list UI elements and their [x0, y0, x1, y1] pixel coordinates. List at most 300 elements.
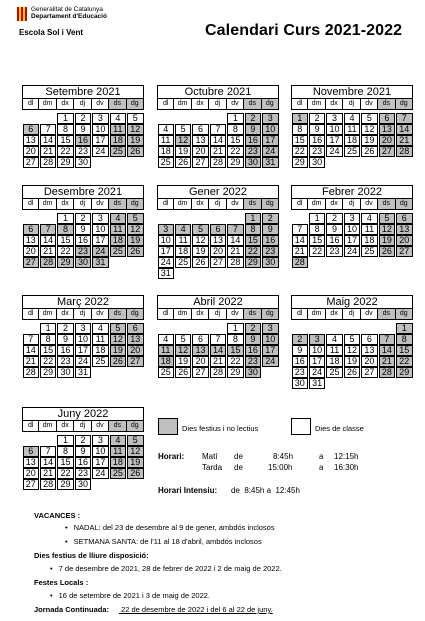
day-cell: 25 [92, 356, 108, 367]
weekday-label: dj [209, 99, 226, 110]
empty-cell [209, 323, 226, 334]
weekday-header [22, 309, 144, 320]
weekday-label: ds [378, 199, 395, 210]
day-cell: 2 [75, 113, 91, 124]
day-cell-holiday: 23 [245, 146, 261, 157]
day-cell: 20 [361, 356, 377, 367]
weekday-label: dx [57, 99, 74, 110]
day-cell: 28 [23, 367, 39, 378]
day-cell-holiday: 28 [292, 257, 308, 268]
day-cell: 26 [175, 157, 191, 168]
weekday-label: dj [209, 199, 226, 210]
empty-cell [326, 323, 343, 334]
day-grid [291, 323, 413, 389]
day-grid [157, 323, 279, 378]
weekday-label: dl [22, 309, 39, 320]
day-cell: 18 [344, 135, 360, 146]
day-cell-holiday: 14 [396, 124, 412, 135]
weekday-label: ds [109, 199, 126, 210]
mati-a: a [319, 452, 324, 461]
day-cell-holiday: 25 [110, 468, 126, 479]
weekday-label: dv [361, 199, 378, 210]
day-cell: 9 [326, 224, 342, 235]
day-cell: 18 [175, 246, 191, 257]
day-cell: 12 [361, 124, 377, 135]
day-cell: 17 [75, 345, 91, 356]
vacances-setmana-santa: • SETMANA SANTA: de l'11 al 18 d'abril, ambdós inclosos [65, 537, 262, 546]
month-calendar [157, 295, 279, 378]
day-cell: 26 [344, 367, 360, 378]
day-cell: 15 [292, 135, 308, 146]
day-cell: 4 [361, 213, 377, 224]
weekday-label: dg [127, 99, 144, 110]
day-cell: 21 [23, 356, 39, 367]
month-calendar [157, 85, 279, 168]
day-cell: 5 [127, 113, 143, 124]
day-cell: 7 [23, 334, 39, 345]
weekday-label: dv [92, 99, 109, 110]
weekday-label: dv [227, 309, 244, 320]
day-cell: 22 [40, 356, 56, 367]
weekday-label: ds [109, 309, 126, 320]
day-cell: 25 [361, 246, 377, 257]
day-cell: 15 [227, 135, 243, 146]
lliure-title: Dies festius de lliure disposició: [34, 551, 149, 560]
day-cell-holiday: 5 [379, 213, 395, 224]
weekday-label: dg [262, 309, 279, 320]
lliure-days: • 7 de desembre de 2021, 28 de febrer de 2022 i 2 de maig de 2022. [50, 564, 282, 573]
day-cell-holiday: 26 [127, 468, 143, 479]
day-cell: 5 [175, 334, 191, 345]
weekday-label: dj [209, 309, 226, 320]
day-cell: 20 [23, 246, 39, 257]
weekday-label: dl [157, 309, 174, 320]
day-cell: 1 [57, 213, 73, 224]
empty-cell [22, 213, 39, 224]
empty-cell [308, 323, 325, 334]
day-cell-holiday: 15 [245, 235, 261, 246]
day-cell-holiday: 11 [110, 224, 126, 235]
day-cell-holiday: 12 [110, 334, 126, 345]
weekday-label: ds [109, 99, 126, 110]
day-cell: 10 [344, 224, 360, 235]
weekday-label: dm [174, 199, 191, 210]
weekday-label: dm [308, 309, 325, 320]
day-cell-holiday: 16 [262, 235, 278, 246]
day-cell-holiday: 19 [127, 135, 143, 146]
empty-cell [22, 435, 39, 446]
day-cell-holiday: 23 [245, 356, 261, 367]
weekday-label: ds [378, 99, 395, 110]
weekday-label: dg [127, 421, 144, 432]
day-cell: 19 [344, 356, 360, 367]
month-calendar [22, 185, 144, 268]
day-cell: 13 [192, 135, 208, 146]
weekday-label: dg [396, 99, 413, 110]
day-cell-holiday: 16 [245, 345, 261, 356]
day-cell: 13 [23, 235, 39, 246]
day-cell-holiday: 17 [262, 135, 278, 146]
day-cell-holiday: 27 [379, 146, 395, 157]
day-cell: 3 [344, 213, 360, 224]
weekday-header [291, 309, 413, 320]
day-cell: 28 [210, 367, 226, 378]
day-cell-holiday: 27 [23, 257, 39, 268]
day-cell: 29 [40, 367, 56, 378]
day-cell: 14 [23, 345, 39, 356]
empty-cell [192, 323, 209, 334]
day-cell: 1 [57, 435, 73, 446]
weekday-header [157, 99, 279, 110]
day-cell: 16 [292, 356, 308, 367]
day-cell-holiday: 25 [110, 246, 126, 257]
month-title: Maig 2022 [291, 295, 413, 309]
weekday-label: dm [39, 421, 56, 432]
day-cell: 30 [309, 157, 325, 168]
day-grid [291, 113, 413, 168]
weekday-label: dx [326, 199, 343, 210]
day-cell: 22 [309, 246, 325, 257]
weekday-label: dg [262, 199, 279, 210]
weekday-label: dg [396, 309, 413, 320]
day-cell-holiday: 20 [379, 135, 395, 146]
day-cell: 25 [158, 367, 174, 378]
weekday-label: dj [343, 309, 360, 320]
day-cell-holiday: 20 [396, 235, 412, 246]
day-cell: 30 [75, 479, 91, 490]
day-cell: 4 [158, 124, 174, 135]
day-cell: 11 [344, 124, 360, 135]
day-grid [291, 213, 413, 268]
weekday-label: dx [192, 99, 209, 110]
day-cell-holiday: 26 [379, 246, 395, 257]
day-cell-holiday: 18 [110, 235, 126, 246]
day-cell-holiday: 26 [127, 146, 143, 157]
empty-cell [174, 113, 191, 124]
day-cell: 17 [92, 235, 108, 246]
logo-line-1: Generalitat de Catalunya [31, 6, 103, 13]
day-cell: 6 [192, 124, 208, 135]
day-cell: 17 [326, 135, 342, 146]
day-cell: 1 [227, 113, 243, 124]
day-cell: 2 [75, 435, 91, 446]
day-cell: 23 [326, 246, 342, 257]
weekday-label: dv [361, 99, 378, 110]
day-cell: 22 [227, 356, 243, 367]
vacances-nadal: • NADAL: del 23 de desembre al 9 de gener, ambdós inclosos [65, 523, 275, 532]
day-cell-holiday: 1 [396, 323, 412, 334]
day-cell: 25 [326, 367, 342, 378]
day-cell: 7 [210, 334, 226, 345]
day-cell: 17 [92, 457, 108, 468]
day-cell-holiday: 10 [262, 124, 278, 135]
legend-class-label: Dies de classe [315, 424, 364, 433]
day-cell-holiday: 3 [158, 224, 174, 235]
day-grid [157, 213, 279, 279]
day-cell-holiday: 24 [262, 146, 278, 157]
day-cell: 25 [158, 157, 174, 168]
day-cell-holiday: 22 [245, 246, 261, 257]
empty-cell [343, 323, 360, 334]
jornada-days: 22 de desembre de 2022 i del 6 al 22 de juny. [119, 605, 273, 614]
day-cell: 10 [309, 345, 325, 356]
weekday-label: dx [57, 309, 74, 320]
day-cell-holiday: 9 [245, 124, 261, 135]
day-cell-holiday: 7 [396, 113, 412, 124]
weekday-header [157, 199, 279, 210]
month-calendar [22, 295, 144, 378]
day-cell: 7 [210, 124, 226, 135]
weekday-label: dv [361, 309, 378, 320]
tarda-a: a [319, 463, 324, 472]
day-cell: 24 [344, 246, 360, 257]
tarda-label: Tarda [202, 463, 223, 472]
day-cell: 5 [361, 113, 377, 124]
weekday-label: dm [39, 199, 56, 210]
legend-holiday-label: Dies festius i no lectius [182, 424, 259, 433]
empty-cell [157, 113, 174, 124]
day-cell-holiday: 11 [158, 345, 174, 356]
day-cell: 16 [75, 235, 91, 246]
day-cell-holiday: 24 [262, 356, 278, 367]
day-cell: 3 [75, 323, 91, 334]
day-cell: 9 [309, 124, 325, 135]
day-cell-holiday: 4 [110, 213, 126, 224]
day-cell-holiday: 2 [245, 113, 261, 124]
empty-cell [39, 113, 56, 124]
day-cell-holiday: 19 [379, 235, 395, 246]
day-cell-holiday: 21 [396, 135, 412, 146]
day-cell: 17 [92, 135, 108, 146]
day-cell-holiday: 23 [75, 246, 91, 257]
day-cell: 4 [92, 323, 108, 334]
day-cell: 15 [57, 135, 73, 146]
month-calendar [291, 295, 413, 389]
day-cell-holiday: 10 [262, 334, 278, 345]
day-cell: 27 [23, 157, 39, 168]
day-cell: 25 [175, 257, 191, 268]
day-cell-holiday: 30 [262, 257, 278, 268]
day-cell: 28 [40, 479, 56, 490]
day-cell: 22 [57, 246, 73, 257]
day-cell: 19 [192, 246, 208, 257]
day-cell: 10 [92, 124, 108, 135]
day-cell: 2 [326, 213, 342, 224]
day-grid [157, 113, 279, 168]
day-cell-holiday: 9 [245, 334, 261, 345]
page-title: Calendari Curs 2021-2022 [205, 22, 403, 39]
day-cell: 14 [210, 135, 226, 146]
day-cell-holiday: 19 [110, 345, 126, 356]
mati-de: de [234, 452, 243, 461]
catalonia-flag-icon [17, 7, 27, 21]
day-cell: 27 [192, 157, 208, 168]
day-cell-holiday: 16 [75, 135, 91, 146]
day-cell: 24 [326, 146, 342, 157]
day-cell: 4 [158, 334, 174, 345]
day-cell: 8 [57, 446, 73, 457]
day-cell: 23 [309, 146, 325, 157]
month-title: Desembre 2021 [22, 185, 144, 199]
locals-title: Festes Locals : [34, 578, 89, 587]
weekday-label: ds [378, 309, 395, 320]
day-cell: 9 [57, 334, 73, 345]
day-cell-holiday: 6 [210, 224, 226, 235]
day-cell: 14 [40, 457, 56, 468]
weekday-header [22, 421, 144, 432]
day-cell: 21 [40, 468, 56, 479]
day-cell: 14 [40, 235, 56, 246]
day-cell-holiday: 13 [127, 334, 143, 345]
day-cell-holiday: 29 [57, 257, 73, 268]
day-cell-holiday: 12 [379, 224, 395, 235]
day-cell: 10 [92, 446, 108, 457]
day-cell: 10 [75, 334, 91, 345]
weekday-header [22, 199, 144, 210]
day-cell: 29 [292, 157, 308, 168]
day-cell-holiday: 19 [127, 457, 143, 468]
mati-label: Matí [202, 452, 218, 461]
weekday-label: ds [109, 421, 126, 432]
weekday-label: dj [343, 99, 360, 110]
day-cell: 24 [75, 356, 91, 367]
day-cell: 31 [158, 268, 174, 279]
day-cell: 8 [57, 124, 73, 135]
day-cell: 2 [75, 213, 91, 224]
day-cell: 24 [92, 146, 108, 157]
day-cell-holiday: 1 [245, 213, 261, 224]
day-cell-holiday: 29 [245, 257, 261, 268]
day-cell: 10 [92, 224, 108, 235]
day-cell: 16 [309, 135, 325, 146]
day-cell-holiday: 11 [110, 124, 126, 135]
day-cell: 6 [192, 334, 208, 345]
month-title: Gener 2022 [157, 185, 279, 199]
day-grid [22, 323, 144, 378]
empty-cell [291, 213, 308, 224]
weekday-label: dg [262, 99, 279, 110]
empty-cell [22, 113, 39, 124]
day-cell: 23 [75, 468, 91, 479]
day-cell: 27 [361, 367, 377, 378]
month-title: Novembre 2021 [291, 85, 413, 99]
day-cell-holiday: 13 [192, 345, 208, 356]
day-cell: 15 [57, 457, 73, 468]
day-cell-holiday: 27 [396, 246, 412, 257]
month-title: Abril 2022 [157, 295, 279, 309]
day-cell: 24 [158, 257, 174, 268]
locals-days: • 16 de setembre de 2021 i 3 de maig de 2022. [50, 591, 210, 600]
day-cell: 22 [57, 468, 73, 479]
day-cell-holiday: 8 [245, 224, 261, 235]
day-cell: 30 [75, 157, 91, 168]
day-cell: 18 [361, 235, 377, 246]
weekday-label: dj [74, 421, 91, 432]
day-cell-holiday: 14 [379, 345, 395, 356]
day-cell-holiday: 4 [110, 435, 126, 446]
day-cell: 9 [75, 224, 91, 235]
day-cell-holiday: 11 [110, 446, 126, 457]
day-cell-holiday: 7 [40, 224, 56, 235]
school-name: Escola Sol i Vent [19, 28, 84, 37]
day-cell: 31 [75, 367, 91, 378]
weekday-label: dl [157, 199, 174, 210]
day-cell-holiday: 3 [262, 323, 278, 334]
empty-cell [209, 113, 226, 124]
weekday-label: dj [74, 199, 91, 210]
day-cell-holiday: 8 [396, 334, 412, 345]
day-cell-holiday: 1 [292, 113, 308, 124]
day-cell-holiday: 14 [210, 345, 226, 356]
day-cell-holiday: 4 [175, 224, 191, 235]
day-cell: 2 [57, 323, 73, 334]
weekday-label: dj [74, 309, 91, 320]
day-cell: 28 [210, 157, 226, 168]
empty-cell [192, 113, 209, 124]
day-cell: 22 [227, 146, 243, 157]
weekday-label: dm [39, 309, 56, 320]
weekday-label: dl [291, 99, 308, 110]
day-cell: 19 [175, 146, 191, 157]
weekday-label: dg [127, 199, 144, 210]
day-cell-holiday: 15 [227, 345, 243, 356]
day-grid [22, 435, 144, 490]
day-cell-holiday: 5 [127, 435, 143, 446]
day-cell-holiday: 3 [309, 334, 325, 345]
weekday-label: dv [92, 309, 109, 320]
vacances-title: VACANCES : [34, 511, 81, 520]
weekday-label: dx [192, 199, 209, 210]
day-cell-holiday: 13 [396, 224, 412, 235]
weekday-label: dv [227, 199, 244, 210]
day-cell: 21 [210, 356, 226, 367]
weekday-header [157, 309, 279, 320]
day-cell: 8 [40, 334, 56, 345]
weekday-label: dv [227, 99, 244, 110]
day-cell: 22 [292, 146, 308, 157]
month-title: Març 2022 [22, 295, 144, 309]
weekday-header [291, 199, 413, 210]
day-cell: 5 [175, 124, 191, 135]
logo [17, 6, 107, 21]
day-cell: 3 [92, 113, 108, 124]
empty-cell [209, 213, 226, 224]
day-cell-holiday: 6 [127, 323, 143, 334]
empty-cell [291, 323, 308, 334]
day-cell: 26 [361, 146, 377, 157]
day-cell: 15 [309, 235, 325, 246]
day-cell-holiday: 6 [23, 224, 39, 235]
day-cell-holiday: 9 [262, 224, 278, 235]
day-cell: 1 [227, 323, 243, 334]
day-cell: 9 [75, 446, 91, 457]
day-cell-holiday: 6 [23, 446, 39, 457]
day-cell-holiday: 30 [245, 157, 261, 168]
weekday-label: dm [308, 99, 325, 110]
day-cell: 29 [227, 157, 243, 168]
day-cell: 21 [227, 246, 243, 257]
day-cell: 23 [75, 146, 91, 157]
day-cell-holiday: 23 [262, 246, 278, 257]
day-cell: 9 [292, 345, 308, 356]
day-cell-holiday: 28 [396, 146, 412, 157]
day-cell-holiday: 6 [396, 213, 412, 224]
weekday-label: ds [244, 99, 261, 110]
day-cell: 9 [75, 124, 91, 135]
day-cell: 17 [309, 356, 325, 367]
day-cell: 14 [292, 235, 308, 246]
tarda-end: 16:30h [334, 463, 359, 472]
